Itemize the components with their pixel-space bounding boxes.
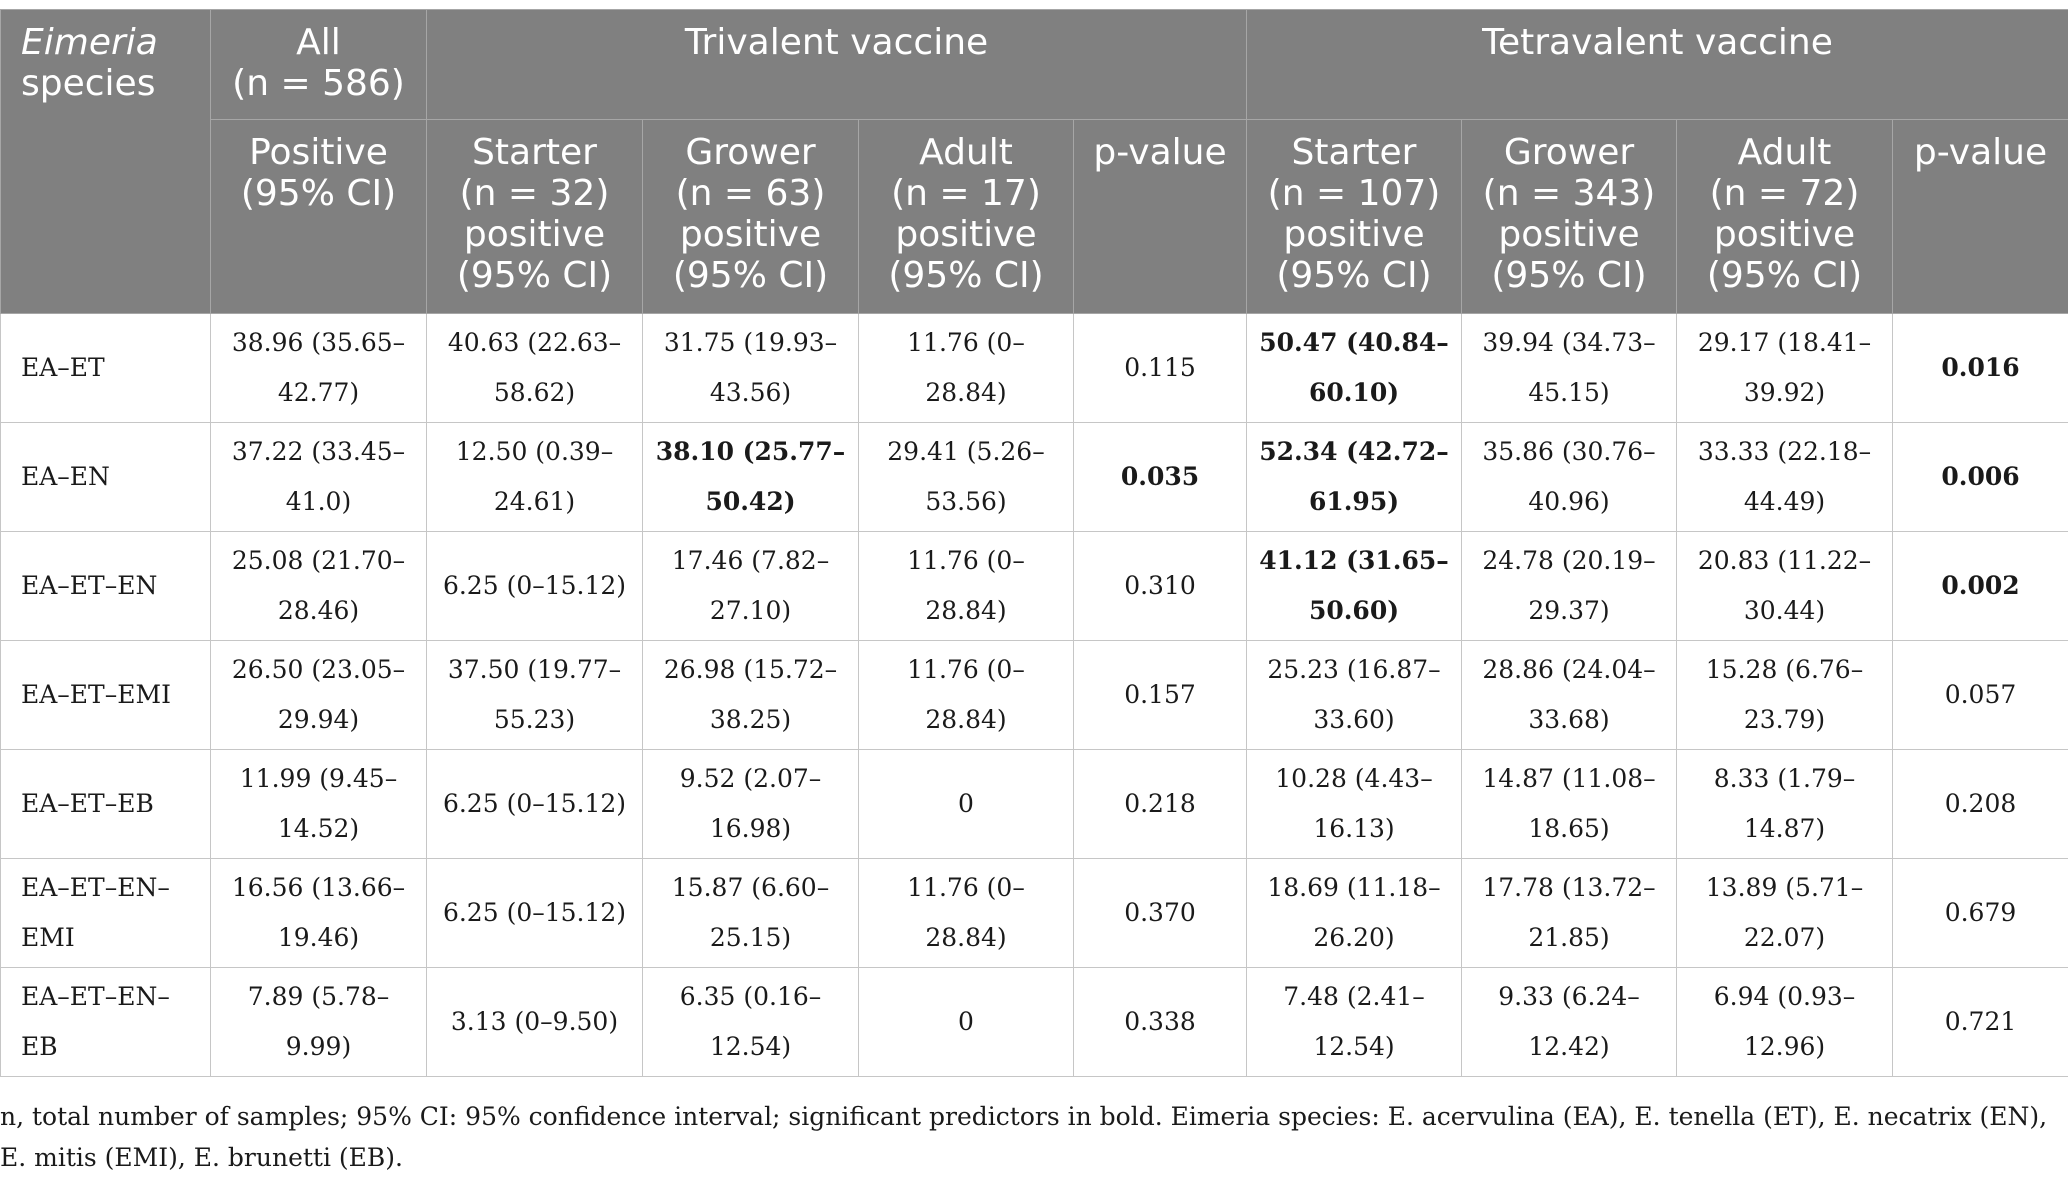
cell-tri-adult: 11.76 (0– 28.84) (859, 859, 1074, 968)
header-all: All (n = 586) (211, 10, 427, 120)
cell-tetra-pvalue: 0.057 (1893, 641, 2068, 750)
cell-tri-starter: 6.25 (0–15.12) (427, 532, 643, 641)
cell-tri-starter: 6.25 (0–15.12) (427, 859, 643, 968)
cell-all-positive: 11.99 (9.45– 14.52) (211, 750, 427, 859)
cell-tri-pvalue: 0.035 (1074, 423, 1247, 532)
cell-tetra-grower: 17.78 (13.72– 21.85) (1462, 859, 1677, 968)
cell-tri-starter: 40.63 (22.63– 58.62) (427, 314, 643, 423)
cell-tri-adult: 11.76 (0– 28.84) (859, 532, 1074, 641)
cell-tri-adult: 0 (859, 968, 1074, 1077)
row-label: EA–EN (1, 423, 211, 532)
cell-all-positive: 16.56 (13.66– 19.46) (211, 859, 427, 968)
cell-tetra-grower: 35.86 (30.76– 40.96) (1462, 423, 1677, 532)
row-label: EA–ET–EMI (1, 641, 211, 750)
cell-tetra-adult: 13.89 (5.71– 22.07) (1677, 859, 1893, 968)
table-row (1, 532, 2068, 641)
cell-tri-grower: 31.75 (19.93– 43.56) (643, 314, 859, 423)
table-row (1, 641, 2068, 750)
cell-tri-adult: 29.41 (5.26– 53.56) (859, 423, 1074, 532)
cell-tetra-pvalue: 0.208 (1893, 750, 2068, 859)
cell-tri-grower: 15.87 (6.60– 25.15) (643, 859, 859, 968)
cell-tetra-adult: 15.28 (6.76– 23.79) (1677, 641, 1893, 750)
cell-tetra-adult: 20.83 (11.22– 30.44) (1677, 532, 1893, 641)
cell-tri-grower: 38.10 (25.77– 50.42) (643, 423, 859, 532)
cell-tri-pvalue: 0.218 (1074, 750, 1247, 859)
cell-all-positive: 38.96 (35.65– 42.77) (211, 314, 427, 423)
cell-tetra-adult: 33.33 (22.18– 44.49) (1677, 423, 1893, 532)
header-tetravalent: Tetravalent vaccine (1247, 10, 2068, 120)
subheader-tetra-pvalue: p-value (1893, 120, 2068, 314)
cell-tetra-grower: 39.94 (34.73– 45.15) (1462, 314, 1677, 423)
table-row (1, 314, 2068, 423)
cell-tetra-adult: 8.33 (1.79– 14.87) (1677, 750, 1893, 859)
table-row (1, 968, 2068, 1077)
subheader-tri-starter: Starter (n = 32) positive (95% CI) (427, 120, 643, 314)
table-row (1, 423, 2068, 532)
cell-tetra-grower: 14.87 (11.08– 18.65) (1462, 750, 1677, 859)
header-trivalent: Trivalent vaccine (427, 10, 1247, 120)
row-label: EA–ET (1, 314, 211, 423)
cell-tetra-grower: 24.78 (20.19– 29.37) (1462, 532, 1677, 641)
header-species: Eimeria species (1, 10, 211, 314)
cell-tri-grower: 9.52 (2.07– 16.98) (643, 750, 859, 859)
cell-tetra-starter: 50.47 (40.84– 60.10) (1247, 314, 1462, 423)
subheader-tetra-starter: Starter (n = 107) positive (95% CI) (1247, 120, 1462, 314)
cell-tetra-grower: 28.86 (24.04– 33.68) (1462, 641, 1677, 750)
table-footnote: n, total number of samples; 95% CI: 95% confidence interval; significant predictors in bold. Eimeria species: E. acervulina (EA), E. tenella (ET), E. necatrix (EN), E. mitis (EMI), E. brunetti (EB). (0, 1102, 2048, 1172)
subheader-all-positive: Positive (95% CI) (211, 120, 427, 314)
cell-tetra-starter: 10.28 (4.43– 16.13) (1247, 750, 1462, 859)
row-label: EA–ET–EN– EMI (1, 859, 211, 968)
cell-tetra-starter: 18.69 (11.18– 26.20) (1247, 859, 1462, 968)
cell-tetra-starter: 7.48 (2.41– 12.54) (1247, 968, 1462, 1077)
eimeria-prevalence-table (0, 9, 2068, 1077)
cell-tri-grower: 17.46 (7.82– 27.10) (643, 532, 859, 641)
cell-tetra-adult: 29.17 (18.41– 39.92) (1677, 314, 1893, 423)
cell-all-positive: 7.89 (5.78– 9.99) (211, 968, 427, 1077)
cell-tri-grower: 6.35 (0.16– 12.54) (643, 968, 859, 1077)
cell-tetra-starter: 25.23 (16.87– 33.60) (1247, 641, 1462, 750)
cell-tetra-pvalue: 0.002 (1893, 532, 2068, 641)
cell-all-positive: 26.50 (23.05– 29.94) (211, 641, 427, 750)
row-label: EA–ET–EN (1, 532, 211, 641)
cell-tri-grower: 26.98 (15.72– 38.25) (643, 641, 859, 750)
cell-all-positive: 37.22 (33.45– 41.0) (211, 423, 427, 532)
cell-tri-pvalue: 0.338 (1074, 968, 1247, 1077)
cell-tri-pvalue: 0.157 (1074, 641, 1247, 750)
cell-tetra-pvalue: 0.016 (1893, 314, 2068, 423)
table-row (1, 859, 2068, 968)
cell-tri-starter: 12.50 (0.39– 24.61) (427, 423, 643, 532)
cell-tetra-pvalue: 0.006 (1893, 423, 2068, 532)
cell-tetra-adult: 6.94 (0.93– 12.96) (1677, 968, 1893, 1077)
cell-tetra-starter: 52.34 (42.72– 61.95) (1247, 423, 1462, 532)
cell-tri-pvalue: 0.370 (1074, 859, 1247, 968)
row-label: EA–ET–EB (1, 750, 211, 859)
cell-tri-adult: 11.76 (0– 28.84) (859, 641, 1074, 750)
subheader-tetra-adult: Adult (n = 72) positive (95% CI) (1677, 120, 1893, 314)
cell-all-positive: 25.08 (21.70– 28.46) (211, 532, 427, 641)
cell-tri-starter: 3.13 (0–9.50) (427, 968, 643, 1077)
cell-tri-pvalue: 0.310 (1074, 532, 1247, 641)
cell-tri-starter: 6.25 (0–15.12) (427, 750, 643, 859)
row-label: EA–ET–EN– EB (1, 968, 211, 1077)
cell-tetra-grower: 9.33 (6.24– 12.42) (1462, 968, 1677, 1077)
subheader-tri-pvalue: p-value (1074, 120, 1247, 314)
table-row (1, 750, 2068, 859)
cell-tri-pvalue: 0.115 (1074, 314, 1247, 423)
subheader-tetra-grower: Grower (n = 343) positive (95% CI) (1462, 120, 1677, 314)
cell-tri-adult: 11.76 (0– 28.84) (859, 314, 1074, 423)
cell-tetra-starter: 41.12 (31.65– 50.60) (1247, 532, 1462, 641)
cell-tri-adult: 0 (859, 750, 1074, 859)
subheader-tri-adult: Adult (n = 17) positive (95% CI) (859, 120, 1074, 314)
cell-tri-starter: 37.50 (19.77– 55.23) (427, 641, 643, 750)
cell-tetra-pvalue: 0.679 (1893, 859, 2068, 968)
cell-tetra-pvalue: 0.721 (1893, 968, 2068, 1077)
subheader-tri-grower: Grower (n = 63) positive (95% CI) (643, 120, 859, 314)
